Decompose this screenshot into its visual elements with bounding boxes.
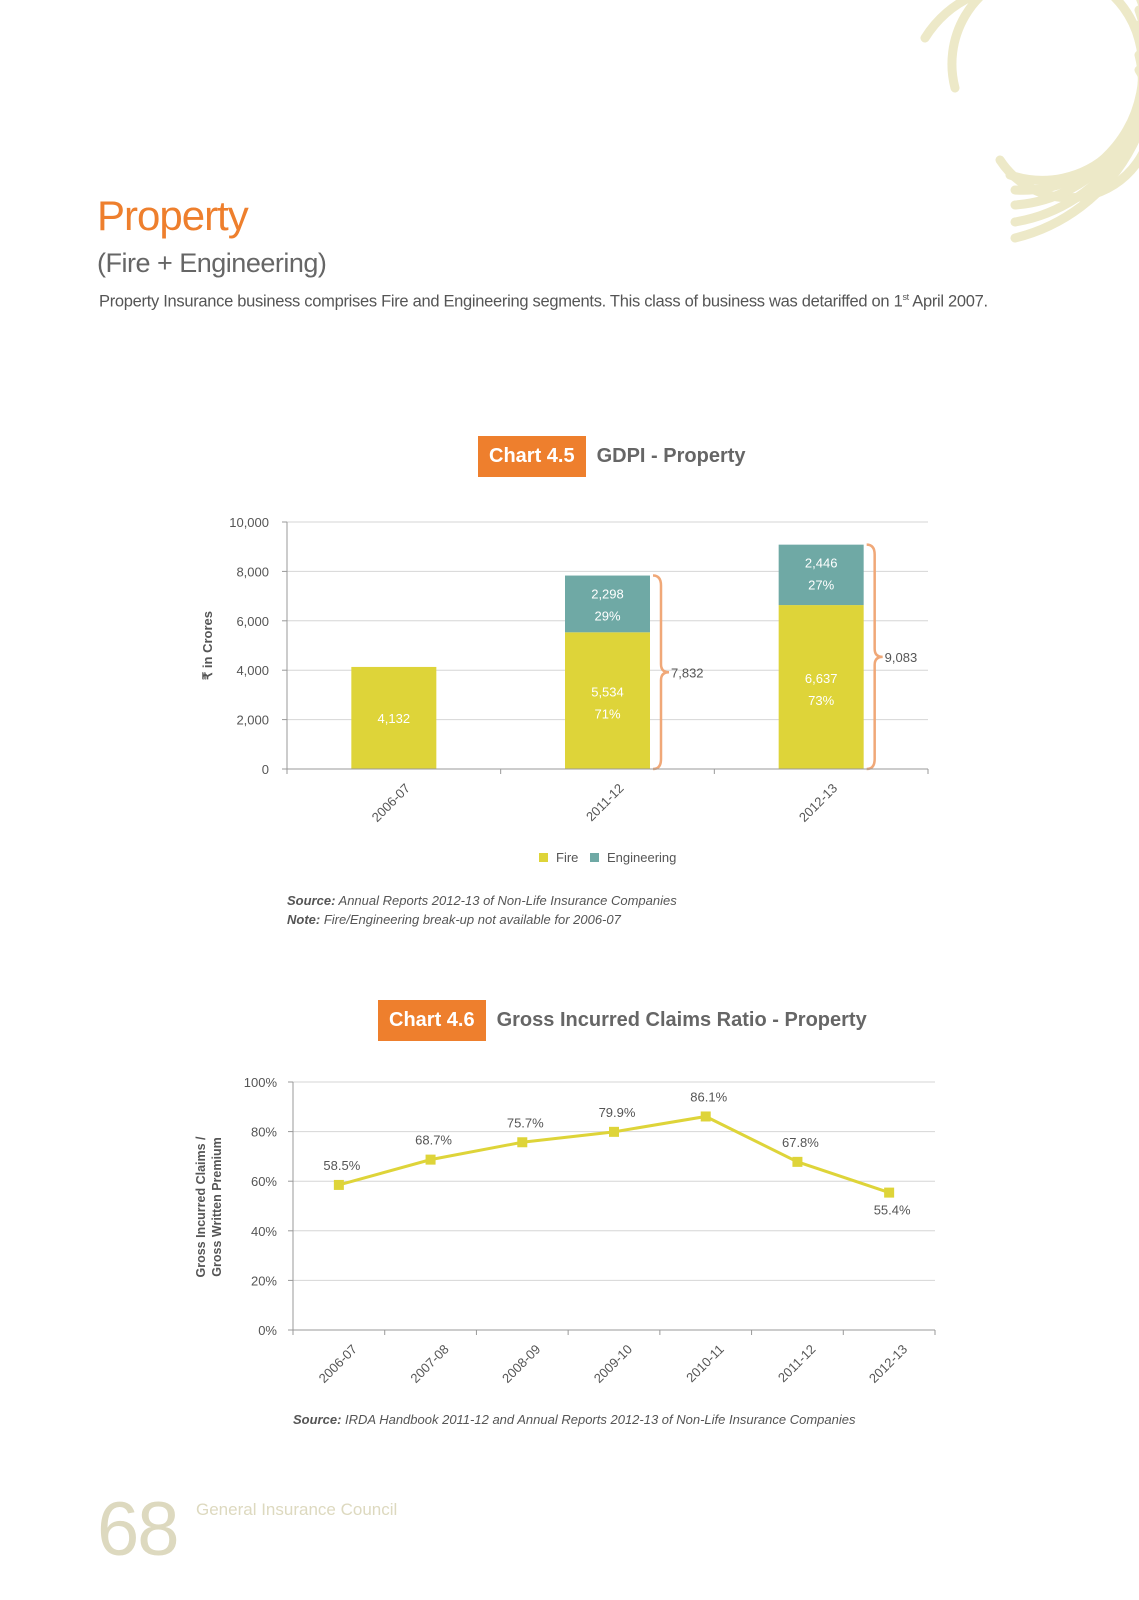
- x-tick-label: 2007-08: [407, 1341, 452, 1386]
- x-tick-label: 2006-07: [368, 780, 413, 825]
- chart-title: GDPI - Property: [596, 445, 746, 467]
- chart2-notes: [293, 1410, 855, 1429]
- fire-pct-label: 71%: [594, 706, 621, 722]
- x-tick-label: 2011-12: [774, 1341, 819, 1386]
- engineering-value-label: 2,446: [804, 555, 838, 571]
- source-label: Source:: [287, 893, 336, 908]
- y-tick-label: 6,000: [236, 613, 269, 629]
- y-axis-label: Gross Incurred Claims /: [194, 1136, 208, 1278]
- x-tick-label: 2009-10: [590, 1341, 636, 1386]
- data-point: [792, 1157, 802, 1167]
- chart-tag: Chart 4.6: [378, 1000, 486, 1041]
- chart-title: Gross Incurred Claims Ratio - Property: [496, 1009, 867, 1031]
- chart-tag: Chart 4.5: [478, 436, 586, 477]
- fire-value-label: 6,637: [804, 671, 838, 687]
- source-text: IRDA Handbook 2011-12 and Annual Reports 2012-13 of Non-Life Insurance Companies: [341, 1412, 856, 1427]
- data-label: 86.1%: [690, 1089, 728, 1105]
- y-tick-label: 0%: [258, 1323, 277, 1338]
- engineering-pct-label: 29%: [594, 608, 621, 624]
- data-label: 68.7%: [415, 1132, 453, 1148]
- data-point: [884, 1188, 894, 1198]
- y-tick-label: 0: [261, 762, 269, 777]
- data-label: 55.4%: [873, 1202, 911, 1218]
- x-tick-label: 2008-09: [499, 1341, 544, 1386]
- y-axis-label: Gross Written Premium: [210, 1137, 224, 1277]
- engineering-value-label: 2,298: [591, 586, 624, 602]
- data-point: [517, 1137, 527, 1147]
- y-tick-label: 8,000: [236, 564, 269, 580]
- y-tick-label: 20%: [250, 1273, 277, 1289]
- data-point: [334, 1180, 344, 1190]
- page-number: 68: [97, 1487, 178, 1572]
- y-tick-label: 4,000: [236, 663, 269, 679]
- data-point: [609, 1127, 619, 1137]
- note-label: Note:: [287, 912, 321, 927]
- page-subtitle: (Fire + Engineering): [97, 248, 327, 278]
- x-tick-label: 2011-12: [582, 780, 627, 825]
- legend-label-fire: Fire: [556, 850, 579, 865]
- y-tick-label: 40%: [250, 1223, 277, 1239]
- x-tick-label: 2012-13: [795, 780, 841, 825]
- footer-text: General Insurance Council: [196, 1500, 398, 1519]
- note-text: Fire/Engineering break-up not available for 2006-07: [320, 912, 621, 927]
- legend-label-engineering: Engineering: [607, 850, 677, 865]
- chart2-source: [293, 1410, 855, 1429]
- source-label: Source:: [293, 1412, 342, 1427]
- y-tick-label: 60%: [250, 1174, 277, 1190]
- page-title: Property: [97, 192, 248, 239]
- fire-value-label: 4,132: [377, 710, 411, 726]
- fire-value-label: 5,534: [591, 684, 624, 700]
- x-tick-label: 2010-11: [683, 1341, 727, 1386]
- total-label: 7,832: [671, 665, 704, 681]
- data-label: 67.8%: [781, 1134, 819, 1150]
- y-tick-label: 100%: [243, 1075, 277, 1090]
- x-tick-label: 2006-07: [315, 1341, 360, 1386]
- total-label: 9,083: [884, 649, 918, 665]
- data-label: 79.9%: [598, 1104, 636, 1120]
- data-label: 75.7%: [506, 1115, 544, 1131]
- y-axis-label: ₹ in Crores: [200, 611, 215, 680]
- y-tick-label: 10,000: [229, 515, 269, 530]
- data-point: [426, 1155, 436, 1165]
- y-tick-label: 80%: [250, 1124, 277, 1140]
- engineering-pct-label: 27%: [808, 577, 835, 593]
- data-point: [701, 1111, 711, 1121]
- y-tick-label: 2,000: [236, 712, 269, 728]
- intro-text: Property Insurance business comprises Fire and Engineering segments. This class of business was detariffed on 1: [99, 292, 903, 311]
- fire-pct-label: 73%: [808, 693, 835, 709]
- data-label: 58.5%: [323, 1157, 361, 1173]
- source-text: Annual Reports 2012-13 of Non-Life Insurance Companies: [335, 893, 677, 908]
- x-tick-label: 2012-13: [865, 1341, 911, 1386]
- intro-superscript: st: [902, 292, 909, 302]
- intro-text-end: April 2007.: [908, 292, 988, 311]
